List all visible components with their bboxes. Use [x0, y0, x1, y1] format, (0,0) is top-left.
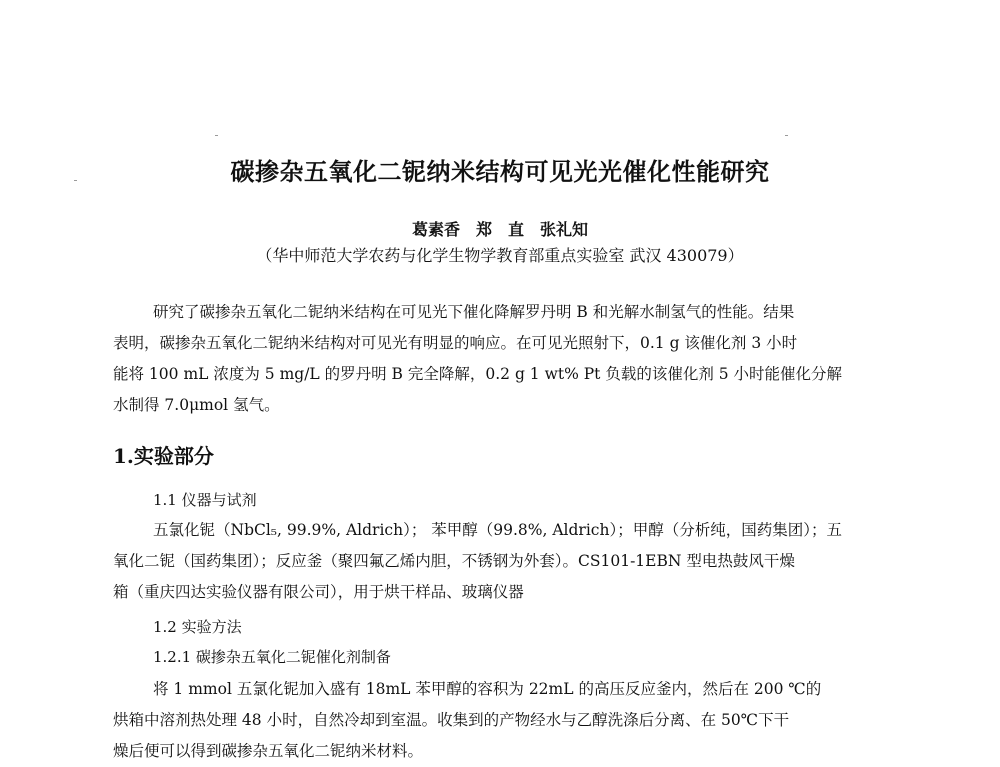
scan-speck	[785, 135, 788, 136]
abstract-line: 水制得 7.0μmol 氢气。	[113, 396, 280, 414]
subsubsection-heading: 1.2.1 碳掺杂五氧化二铌催化剂制备	[153, 648, 391, 666]
subsection-heading: 1.1 仪器与试剂	[153, 491, 257, 509]
paper-title: 碳掺杂五氧化二铌纳米结构可见光光催化性能研究	[230, 157, 770, 186]
method-line: 燥后便可以得到碳掺杂五氧化二铌纳米材料。	[113, 742, 424, 760]
reagents-line: 五氯化铌（NbCl₅, 99.9%, Aldrich）； 苯甲醇（99.8%, Aldrich）；甲醇（分析纯，国药集团）；五	[153, 521, 842, 539]
abstract-line: 能将 100 mL 浓度为 5 mg/L 的罗丹明 B 完全降解，0.2 g 1 wt% Pt 负载的该催化剂 5 小时能催化分解	[113, 365, 843, 383]
abstract	[113, 297, 893, 421]
method-line: 烘箱中溶剂热处理 48 小时，自然冷却到室温。收集到的产物经水与乙醇洗涤后分离、在 50℃下干	[113, 711, 790, 729]
abstract-line: 表明，碳掺杂五氧化二铌纳米结构对可见光有明显的响应。在可见光照射下，0.1 g 该催化剂 3 小时	[113, 334, 798, 352]
subsection-heading: 1.2 实验方法	[153, 618, 242, 636]
method-paragraph	[113, 674, 893, 767]
paper-affiliation: （华中师范大学农药与化学生物学教育部重点实验室 武汉 430079）	[256, 246, 744, 265]
scan-speck	[215, 135, 218, 136]
reagents-line: 氧化二铌（国药集团）；反应釜（聚四氟乙烯内胆，不锈钢为外套）。CS101-1EBN 型电热鼓风干燥	[113, 552, 795, 570]
reagents-line: 箱（重庆四达实验仪器有限公司），用于烘干样品、玻璃仪器	[113, 583, 524, 601]
abstract-line: 研究了碳掺杂五氧化二铌纳米结构在可见光下催化降解罗丹明 B 和光解水制氢气的性能。结果	[153, 303, 795, 321]
method-line: 将 1 mmol 五氯化铌加入盛有 18mL 苯甲醇的容积为 22mL 的高压反应釜内，然后在 200 ℃的	[153, 680, 822, 698]
paper-authors: 葛素香 郑 直 张礼知	[411, 220, 588, 239]
section-heading: 1.实验部分	[113, 444, 214, 468]
reagents-paragraph	[113, 515, 893, 608]
